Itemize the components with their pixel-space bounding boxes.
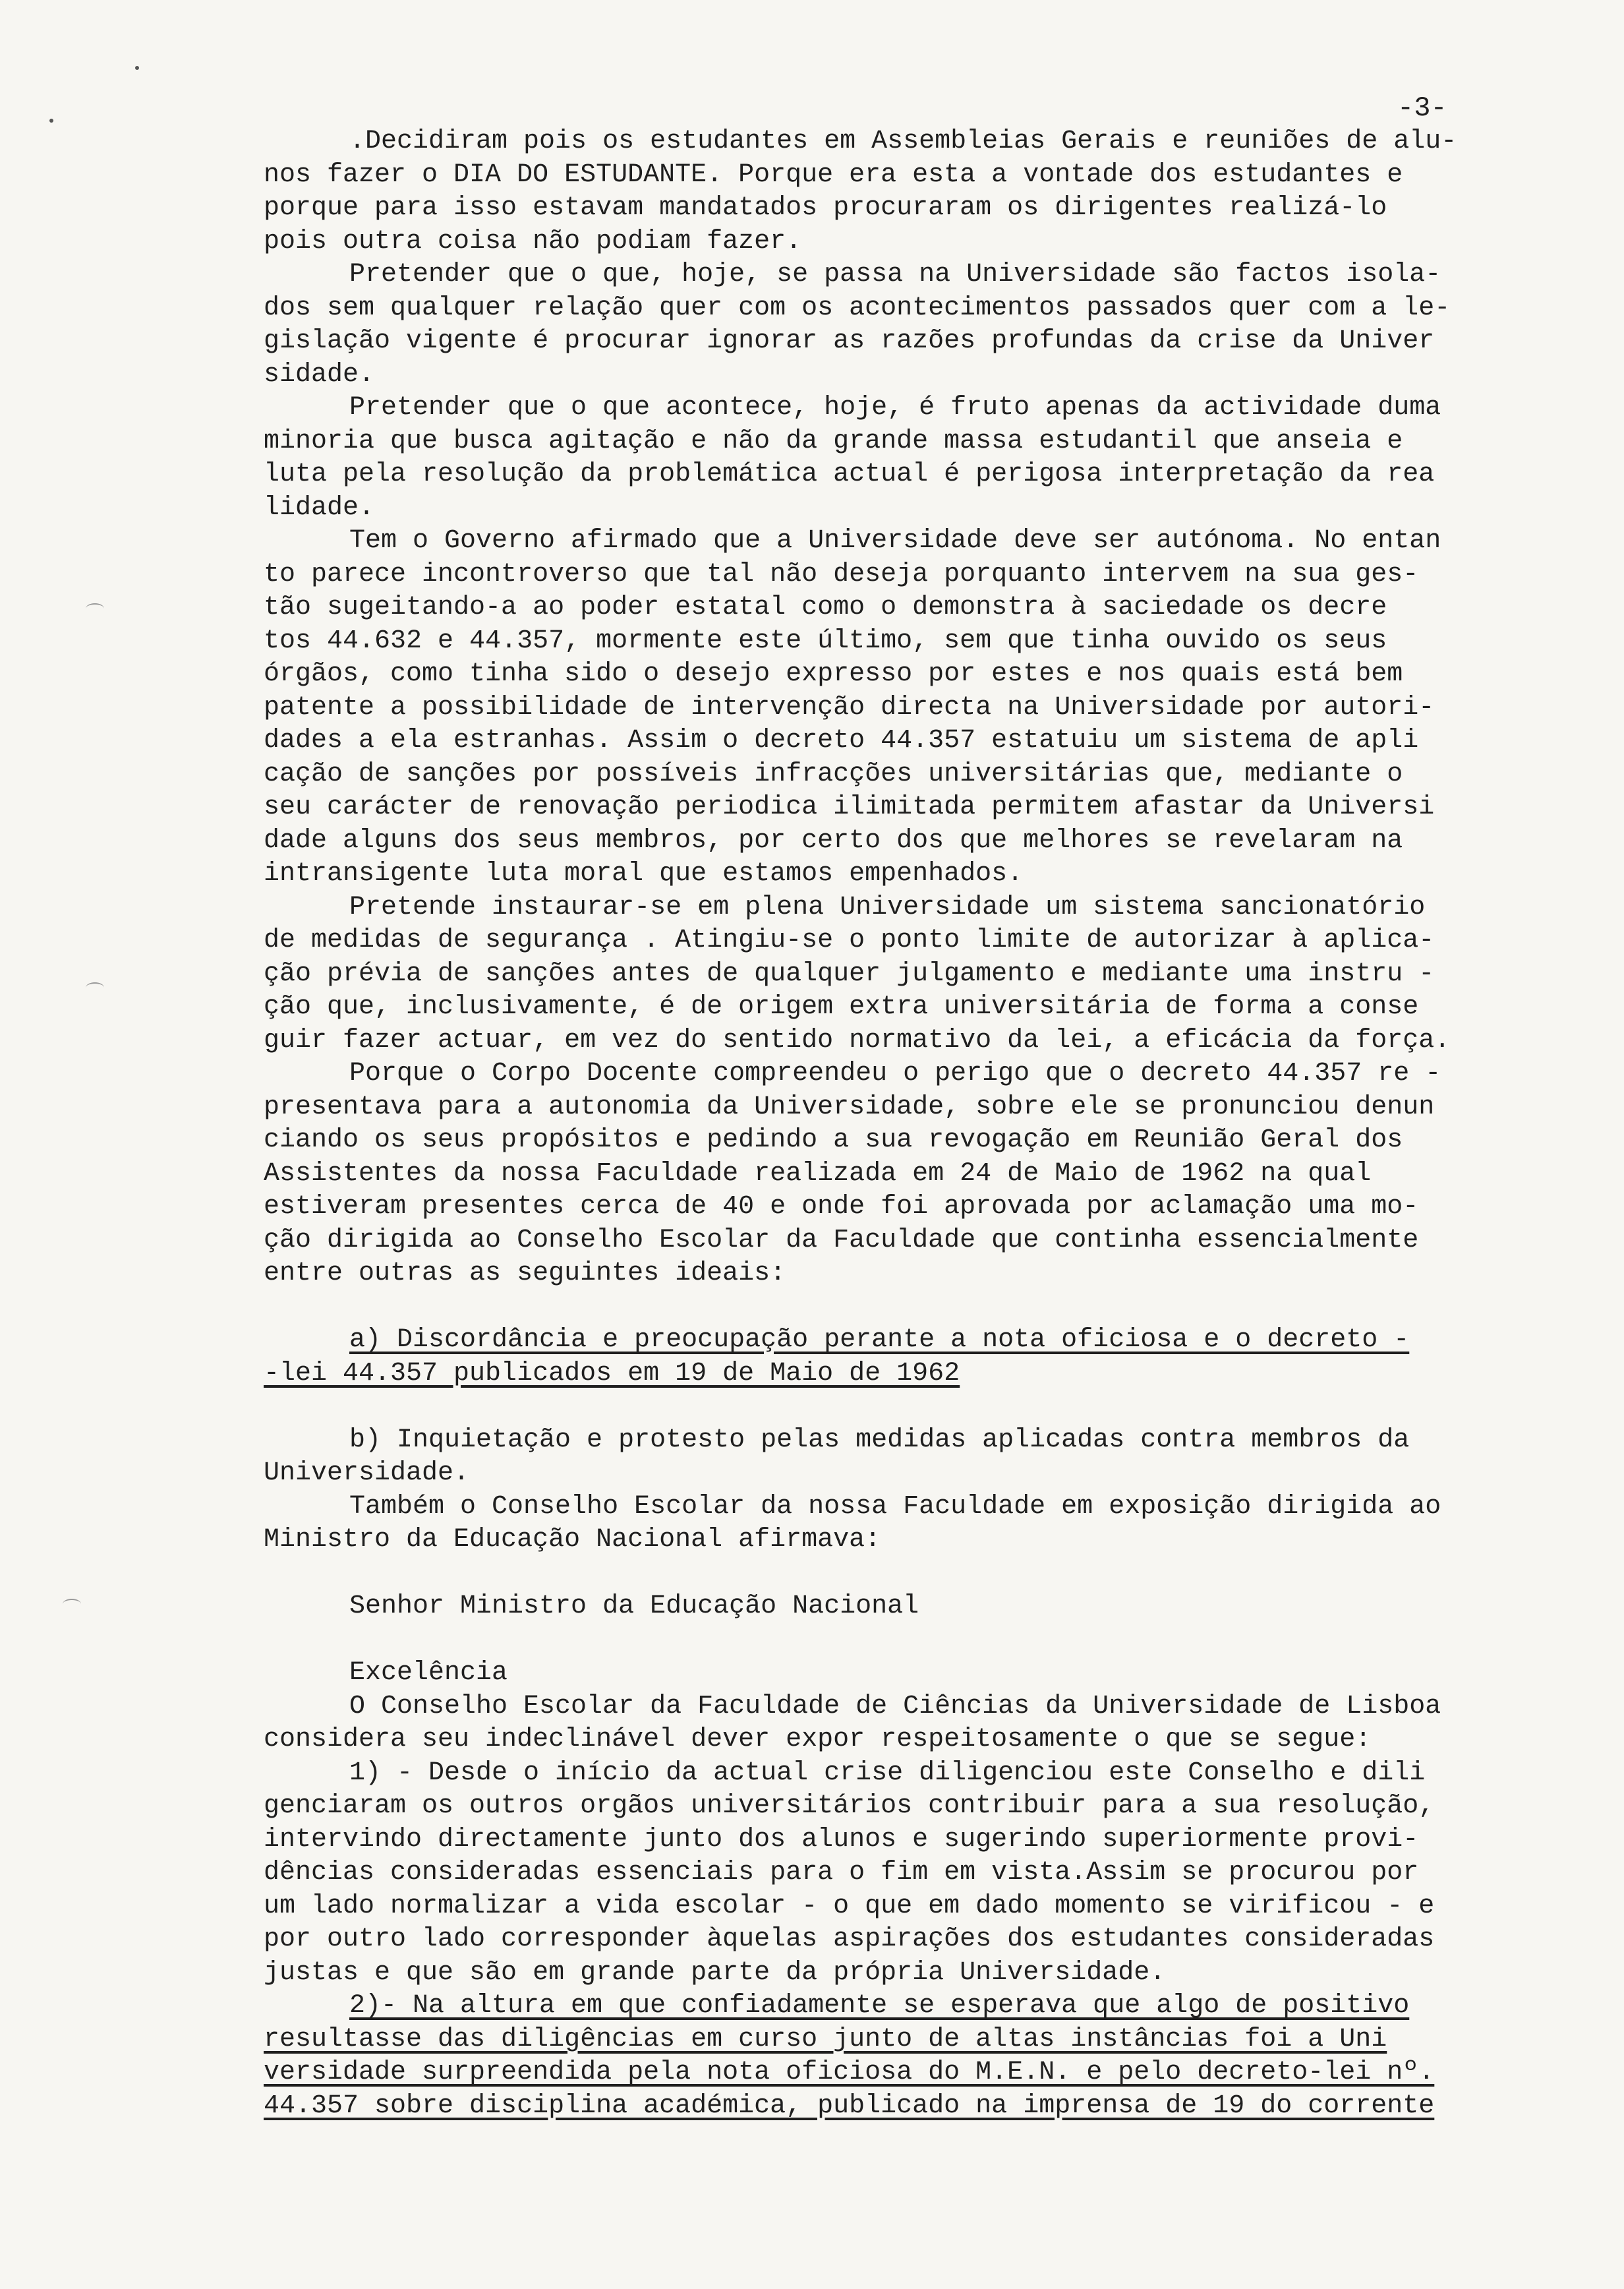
text-line: genciaram os outros orgãos universitários contribuir para a sua resolução, — [264, 1791, 1435, 1821]
text-line: 44.357 sobre disciplina académica, publicado na imprensa de 19 do corrente — [264, 2091, 1435, 2121]
margin-mark — [63, 1599, 81, 1609]
text-line: Universidade. — [264, 1458, 470, 1488]
point-1: 1) - Desde o início da actual crise diligenciou este Conselho e dili — [349, 1758, 1426, 1788]
text-line: cação de sanções por possíveis infracções universitárias que, mediante o — [264, 759, 1403, 789]
text-line: Tem o Governo afirmado que a Universidade deve ser autónoma. No entan — [349, 526, 1441, 556]
text-line: Porque o Corpo Docente compreendeu o perigo que o decreto 44.357 re - — [349, 1059, 1441, 1088]
text-line: ciando os seus propósitos e pedindo a sua revogação em Reunião Geral dos — [264, 1125, 1403, 1155]
text-line: dades a ela estranhas. Assim o decreto 44.357 estatuiu um sistema de apli — [264, 726, 1419, 756]
document-body — [264, 125, 1490, 2123]
page-number: -3- — [1397, 92, 1447, 124]
text-line: considera seu indeclinável dever expor respeitosamente o que se segue: — [264, 1725, 1372, 1754]
text-line: lidade. — [264, 492, 375, 523]
text-line: ção que, inclusivamente, é de origem extra universitária de forma a conse — [264, 992, 1419, 1022]
resolution-item-a: a) Discordância e preocupação perante a nota oficiosa e o decreto - — [349, 1325, 1410, 1355]
letter-greeting: Excelência — [349, 1658, 508, 1688]
text-line: intervindo directamente junto dos alunos e sugerindo superiormente provi- — [264, 1824, 1419, 1855]
text-line: nos fazer o DIA DO ESTUDANTE. Porque era esta a vontade dos estudantes e — [264, 160, 1403, 190]
letter-salutation: Senhor Ministro da Educação Nacional — [349, 1591, 919, 1621]
text-line: dade alguns dos seus membros, por certo dos que melhores se revelaram na — [264, 825, 1403, 856]
scan-speck — [49, 119, 53, 123]
text-line: dos sem qualquer relação quer com os acontecimentos passados quer com a le- — [264, 293, 1451, 323]
text-line: seu carácter de renovação periodica ilimitada permitem afastar da Universi — [264, 792, 1435, 822]
text-line: entre outras as seguintes ideais: — [264, 1259, 786, 1288]
resolution-item-a-cont: -lei 44.357 publicados em 19 de Maio de 1962 — [264, 1358, 960, 1388]
text-line: estiveram presentes cerca de 40 e onde foi aprovada por aclamação uma mo- — [264, 1192, 1419, 1222]
text-line: porque para isso estavam mandatados procuraram os dirigentes realizá-lo — [264, 193, 1387, 223]
scan-speck — [135, 66, 139, 70]
margin-mark — [86, 982, 104, 993]
text-line: um lado normalizar a vida escolar - o que em dado momento se virificou - e — [264, 1891, 1435, 1921]
text-line: Pretender que o que, hoje, se passa na Universidade são factos isola- — [349, 260, 1441, 289]
text-line: justas e que são em grande parte da própria Universidade. — [264, 1957, 1166, 1988]
text-line: guir fazer actuar, em vez do sentido normativo da lei, a eficácia da força. — [264, 1025, 1451, 1055]
margin-mark — [86, 603, 104, 614]
text-line: Pretende instaurar-se em plena Universidade um sistema sancionatório — [349, 892, 1426, 922]
point-2: 2)- Na altura em que confiadamente se esperava que algo de positivo — [349, 1991, 1410, 2021]
text-line: Também o Conselho Escolar da nossa Faculdade em exposição dirigida ao — [349, 1491, 1441, 1522]
text-line: luta pela resolução da problemática actual é perigosa interpretação da rea — [264, 460, 1435, 489]
text-line: sidade. — [264, 359, 375, 390]
text-line: tão sugeitando-a ao poder estatal como o demonstra à saciedade os decre — [264, 593, 1387, 622]
text-line: .Decidiram pois os estudantes em Assembleias Gerais e reuniões de alu- — [349, 127, 1457, 156]
text-line: tos 44.632 e 44.357, mormente este último, sem que tinha ouvido os seus — [264, 626, 1387, 656]
text-line: por outro lado corresponder àquelas aspirações dos estudantes consideradas — [264, 1924, 1435, 1954]
text-line: Pretender que o que acontece, hoje, é fruto apenas da actividade duma — [349, 393, 1441, 423]
text-line: pois outra coisa não podiam fazer. — [264, 226, 802, 256]
text-line: órgãos, como tinha sido o desejo expresso por estes e nos quais está bem — [264, 659, 1403, 689]
text-line: resultasse das diligências em curso junto de altas instâncias foi a Uni — [264, 2024, 1387, 2054]
resolution-item-b: b) Inquietação e protesto pelas medidas aplicadas contra membros da — [349, 1425, 1410, 1455]
text-line: to parece incontroverso que tal não deseja porquanto intervem na sua ges- — [264, 559, 1419, 589]
text-line: ção prévia de sanções antes de qualquer julgamento e mediante uma instru - — [264, 959, 1435, 989]
text-line: Ministro da Educação Nacional afirmava: — [264, 1525, 881, 1555]
text-line: presentava para a autonomia da Universidade, sobre ele se pronunciou denun — [264, 1092, 1435, 1122]
text-line: intransigente luta moral que estamos empenhados. — [264, 859, 1024, 889]
text-line: de medidas de segurança . Atingiu-se o ponto limite de autorizar à aplica- — [264, 926, 1435, 955]
text-line: versidade surpreendida pela nota oficiosa do M.E.N. e pelo decreto-lei nº. — [264, 2058, 1435, 2087]
text-line: minoria que busca agitação e não da grande massa estudantil que anseia e — [264, 426, 1403, 456]
text-line: dências consideradas essenciais para o fim em vista.Assim se procurou por — [264, 1858, 1419, 1888]
text-line: Assistentes da nossa Faculdade realizada em 24 de Maio de 1962 na qual — [264, 1158, 1372, 1189]
text-line: patente a possibilidade de intervenção directa na Universidade por autori- — [264, 692, 1435, 723]
text-line: gislação vigente é procurar ignorar as razões profundas da crise da Univer — [264, 326, 1435, 356]
text-line: O Conselho Escolar da Faculdade de Ciências da Universidade de Lisboa — [349, 1691, 1441, 1721]
text-line: ção dirigida ao Conselho Escolar da Faculdade que continha essencialmente — [264, 1225, 1419, 1255]
